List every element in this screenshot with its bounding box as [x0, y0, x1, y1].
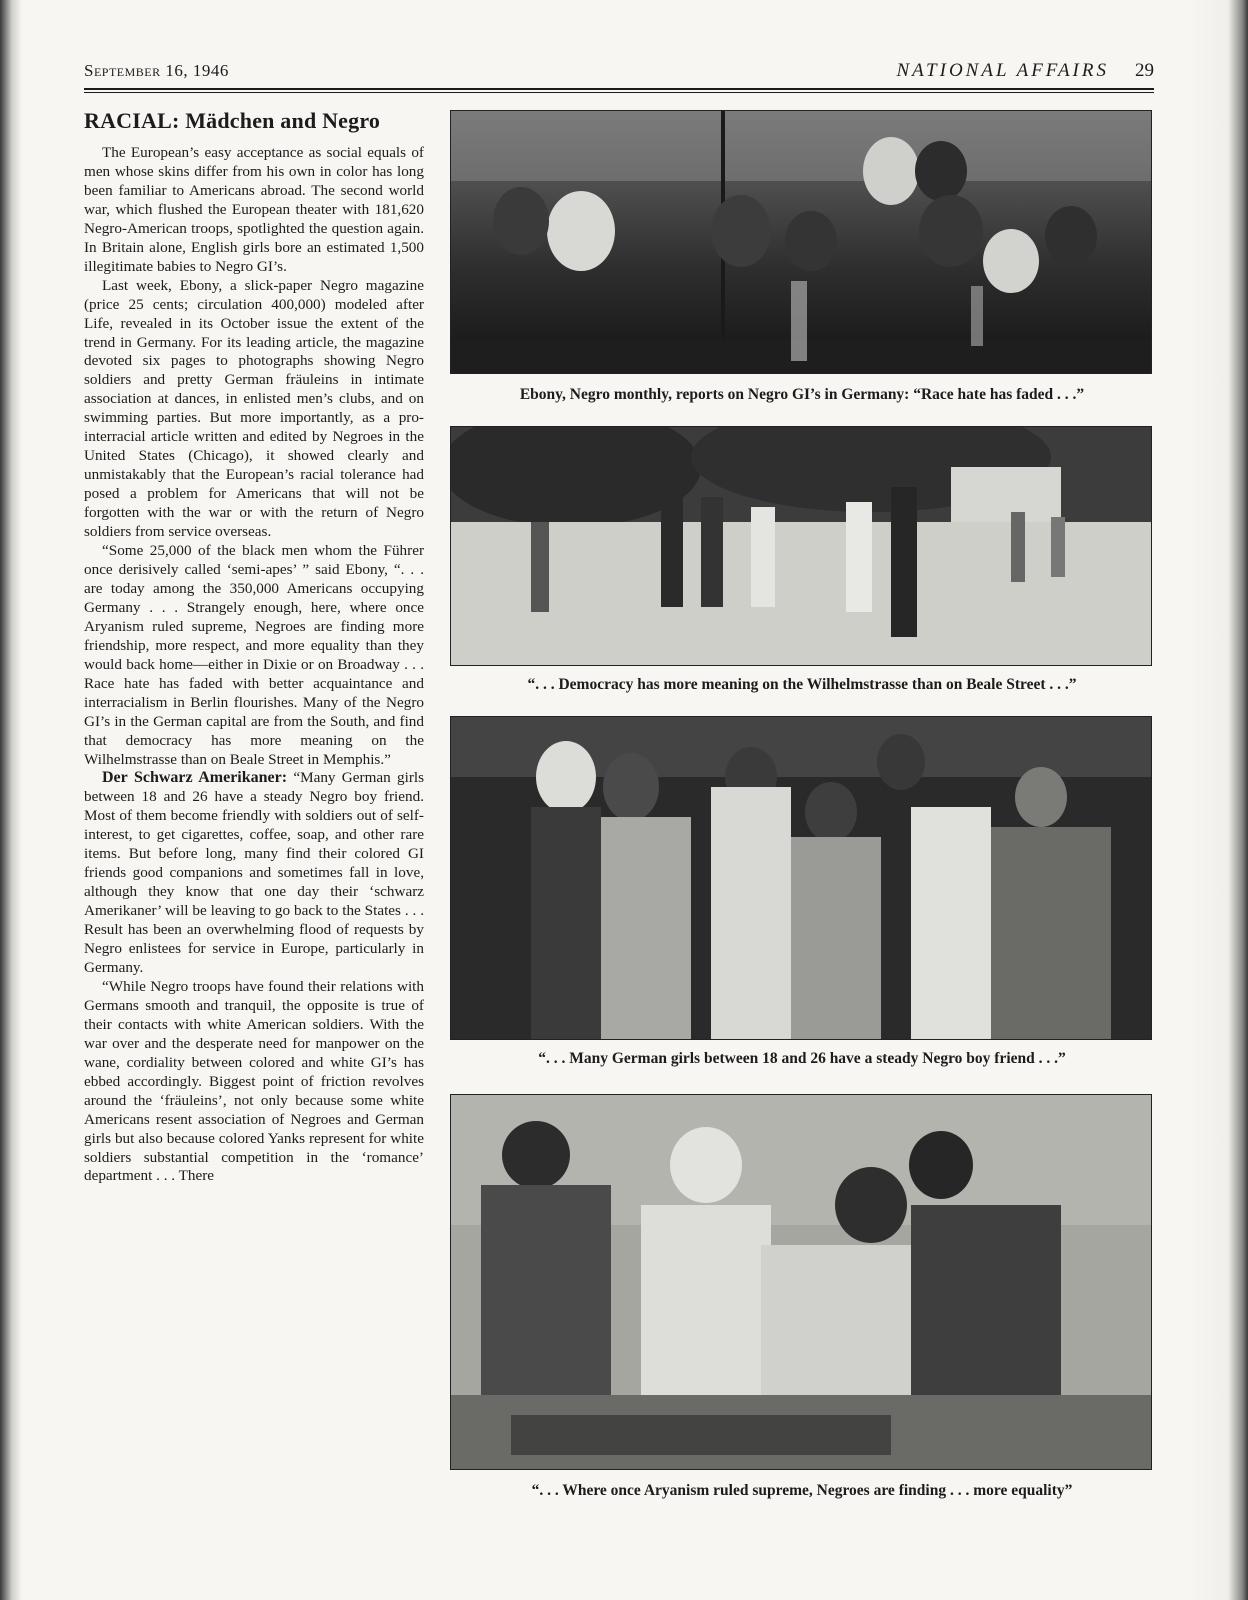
photo-bar-scene	[450, 110, 1152, 374]
photo-beach-image	[451, 1095, 1151, 1469]
photo-caption: Ebony, Negro monthly, reports on Negro GI’s in Germany: “Race hate has faded . . .”	[519, 386, 1085, 403]
article-paragraph	[84, 769, 424, 977]
article-paragraph: Last week, Ebony, a slick-paper Negro magazine (price 25 cents; circulation 400,000) modeled after Life, revealed in its October issue the extent of the trend in Germany. For its leading article, the magazine devoted six pages to photographs showing Negro soldiers and pretty German fräuleins in intimate association at dances, in enlisted men’s clubs, and on swimming parties. But more importantly, as a pro-interracial article written and edited by Negroes in the United States (Chicago), it showed clearly and unmistakably that the European’s racial tolerance had posed a problem for Americans that will not be forgotten with the war or with the return of Negro soldiers from service overseas.	[84, 276, 424, 541]
page-number: 29	[1135, 60, 1154, 81]
photo-street-image	[451, 427, 1151, 665]
photo-caption: “. . . Many German girls between 18 and 26 have a steady Negro boy friend . . .”	[538, 1050, 1066, 1067]
article-subhead-text: “Many German girls between 18 and 26 have a steady Negro boy friend. Most of them become friendly with soldiers out of self-interest, to get cigarettes, coffee, soap, and other rare items. But before long, many find their colored GI friends good companions and sometimes fall in love, although they know that one day their ‘schwarz Amerikaner’ will be leaving to go back to the States . . . Result has been an overwhelming flood of requests by Negro enlistees for service in Europe, particularly in Germany.	[84, 769, 425, 976]
article-column	[84, 108, 424, 1186]
article-headline: RACIAL: Mädchen and Negro	[84, 108, 381, 133]
scan-edge-right	[1188, 0, 1248, 1600]
header-rule-thin	[84, 92, 1154, 93]
article-paragraph: “Some 25,000 of the black men whom the Führer once derisively called ‘semi-apes’ ” said Ebony, “. . . are today among the 350,000 Americans occupying Germany . . . Strangely enough, here, where once Aryanism ruled supreme, Negroes are finding more friendship, more respect, and more equality than they would back home—either in Dixie or on Broadway . . . Race hate has faded with better acquaintance and interracialism in Berlin flourishes. Many of the Negro GI’s in the German capital are from the South, and find that democracy has more meaning on the Wilhelmstrasse than on Beale Street in Memphis.”	[84, 542, 424, 768]
photo-street-scene	[450, 426, 1152, 666]
photo-bar-image	[451, 111, 1151, 373]
header-right	[896, 60, 1154, 82]
issue-date: September 16, 1946	[84, 61, 229, 80]
scan-edge-left	[0, 0, 22, 1600]
photo-caption: “. . . Democracy has more meaning on the Wilhelmstrasse than on Beale Street . . .”	[527, 676, 1077, 693]
page-header	[84, 60, 1154, 86]
article-subhead: Der Schwarz Amerikaner:	[102, 769, 288, 787]
section-title: NATIONAL AFFAIRS	[896, 60, 1109, 81]
header-rule	[84, 88, 1154, 90]
photo-caption: “. . . Where once Aryanism ruled supreme, Negroes are finding . . . more equality”	[531, 1482, 1073, 1499]
article-paragraph: The European’s easy acceptance as social equals of men whose skins differ from his own in color has long been familiar to Americans abroad. The second world war, which flushed the European theater with 181,620 Negro-American troops, spotlighted the question again. In Britain alone, English girls bore an estimated 1,500 illegitimate babies to Negro GI’s.	[84, 144, 424, 275]
photo-beach-scene	[450, 1094, 1152, 1470]
photo-dance-scene	[450, 716, 1152, 1040]
photo-dance-image	[451, 717, 1151, 1039]
article-paragraph: “While Negro troops have found their relations with Germans smooth and tranquil, the opposite is true of their contacts with white American soldiers. With the war over and the desperate need for manpower on the wane, cordiality between colored and white GI’s has ebbed accordingly. Biggest point of friction revolves around the ‘fräuleins’, not only because some white Americans resent association of Negroes and German girls but also because colored Yanks represent for white soldiers substantial competition in the ‘romance’ department . . . There	[84, 977, 424, 1185]
